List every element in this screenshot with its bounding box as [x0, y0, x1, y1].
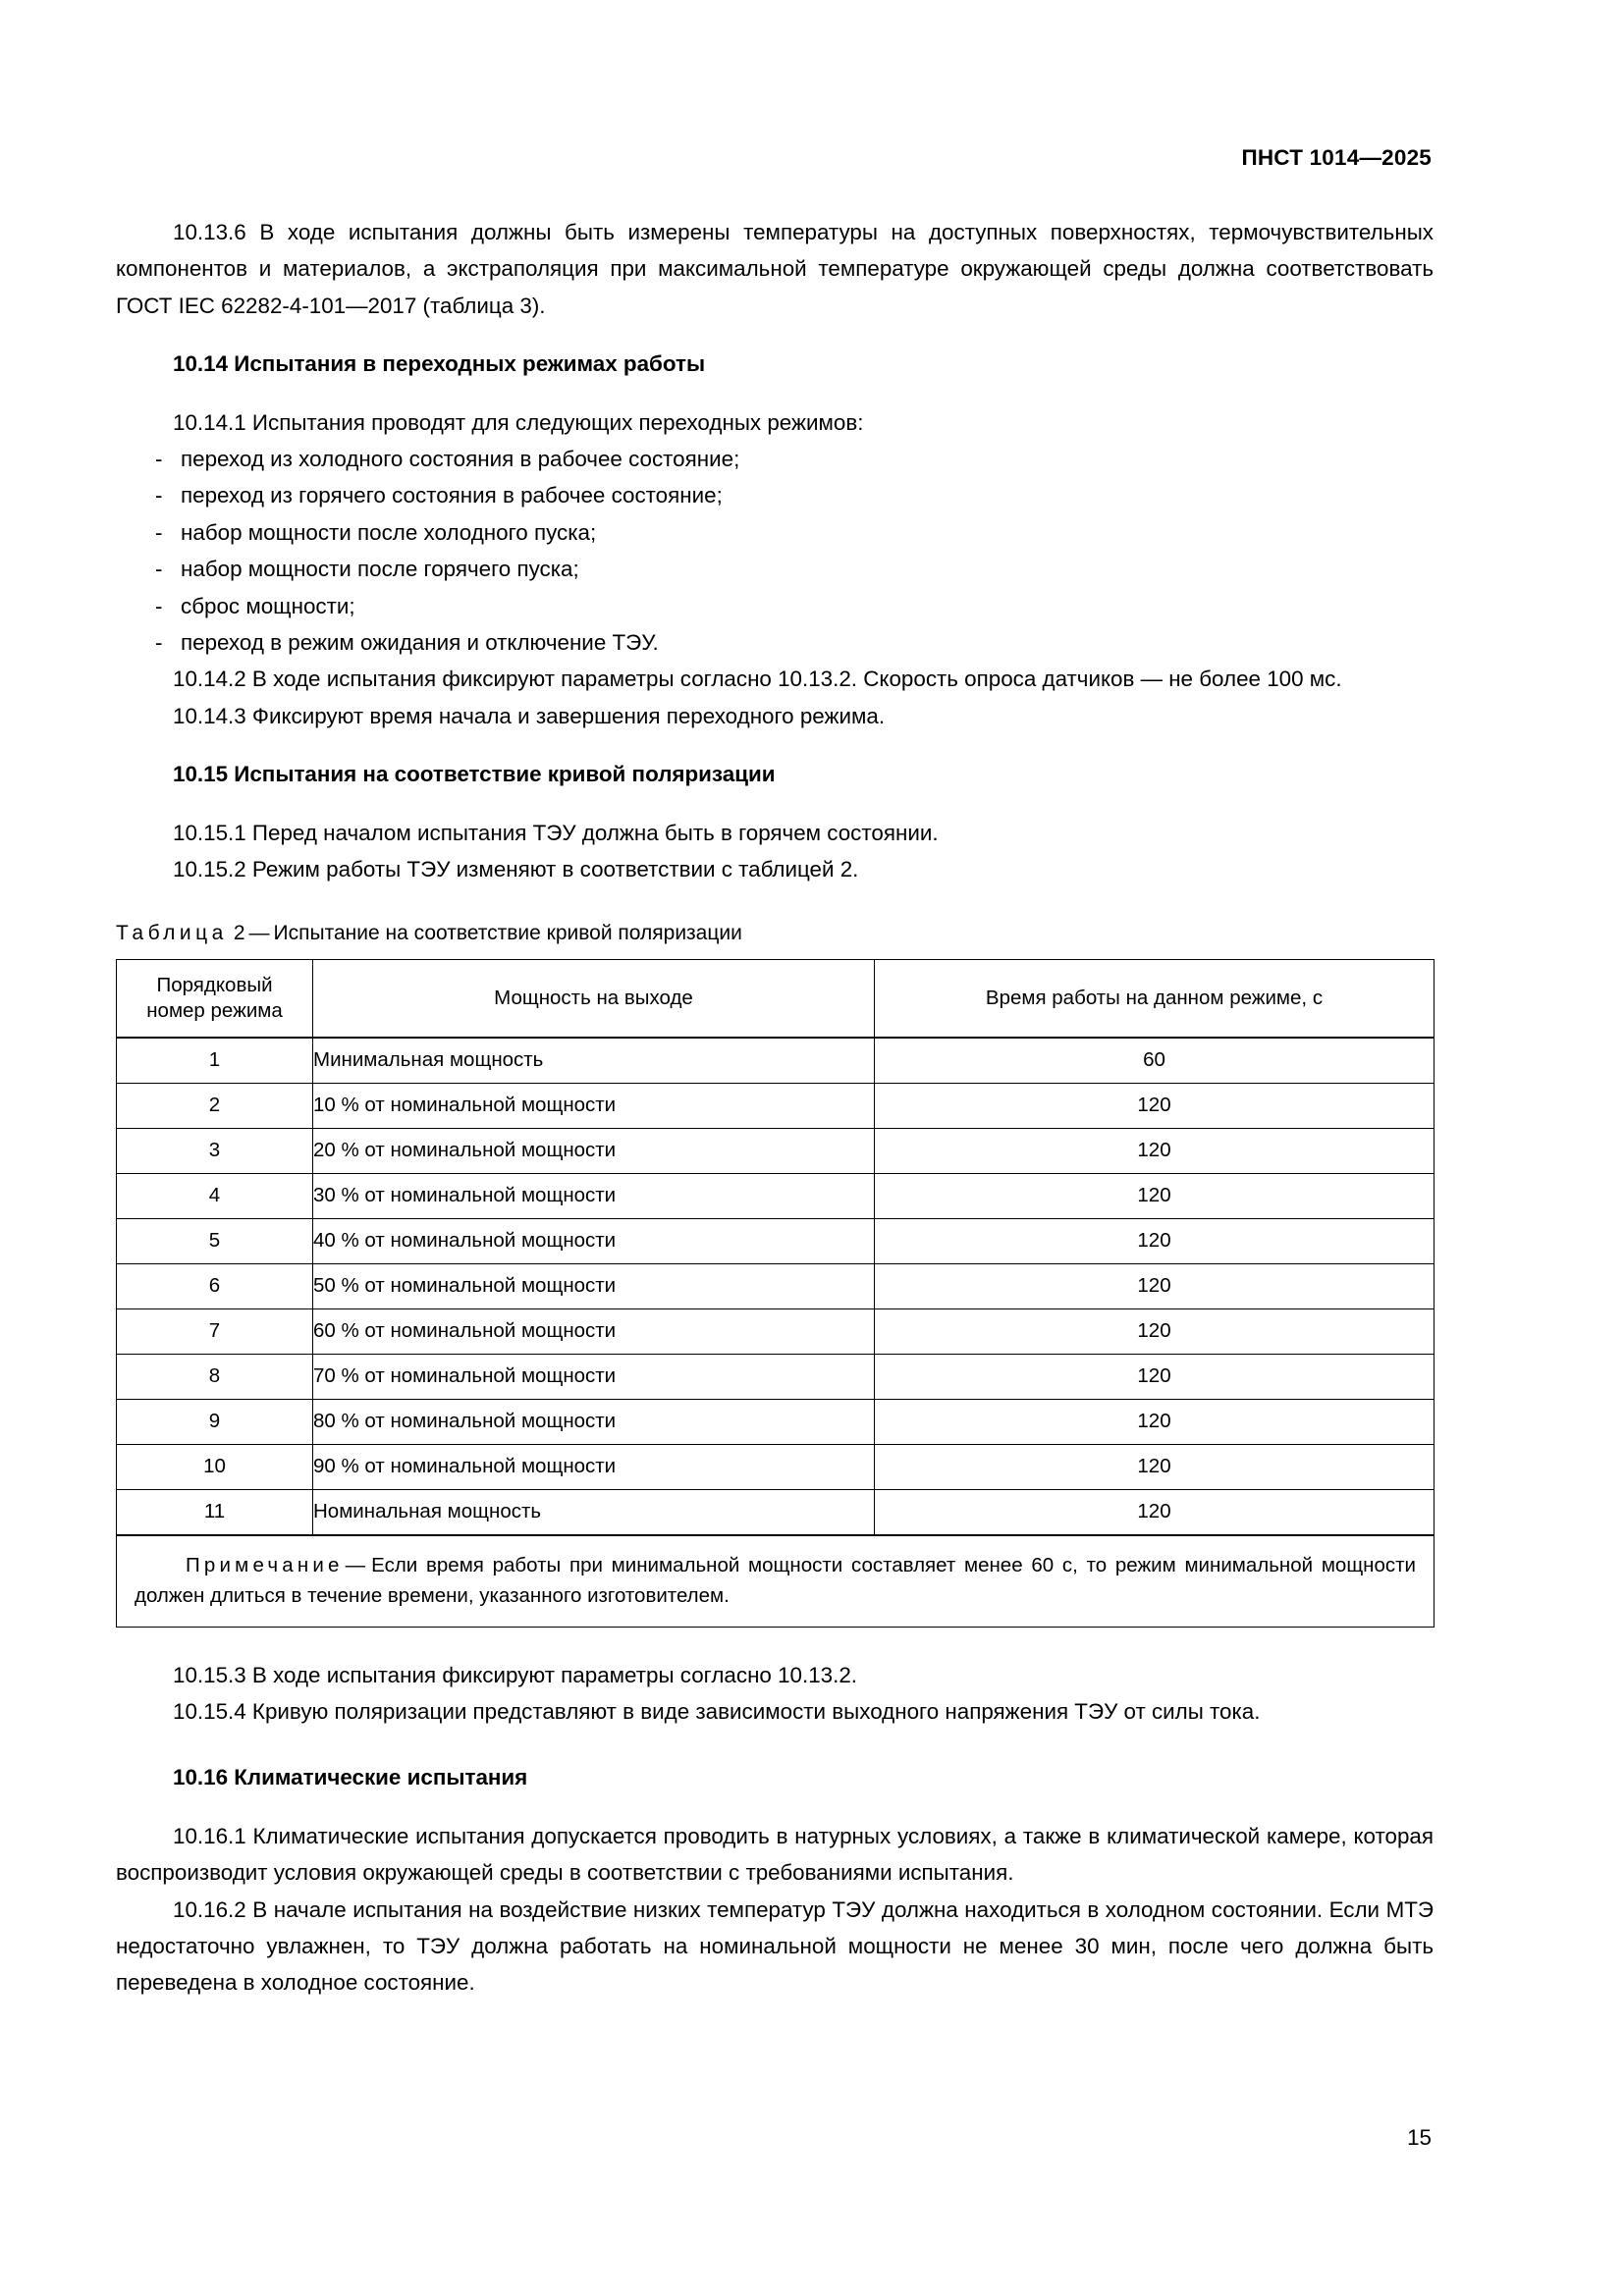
- table-row: [117, 1444, 1435, 1489]
- cell-output-power: 30 % от номинальной мощности: [313, 1173, 875, 1218]
- table-note-row: [117, 1535, 1435, 1628]
- cell-mode-number: 9: [117, 1399, 313, 1444]
- paragraph-10-15-2: 10.15.2 Режим работы ТЭУ изменяют в соответствии с таблицей 2.: [173, 857, 859, 882]
- list-dash: -: [155, 630, 163, 656]
- cell-duration: 120: [875, 1354, 1435, 1399]
- table-row: [117, 1308, 1435, 1354]
- table-note-text: Если время работы при минимальной мощности составляет менее 60 с, то режим минимальной мощности должен длиться в течение времени, указанного изготовителем.: [135, 1553, 1416, 1607]
- cell-output-power: 40 % от номинальной мощности: [313, 1218, 875, 1263]
- cell-output-power: 10 % от номинальной мощности: [313, 1083, 875, 1128]
- paragraph-10-14-1: 10.14.1 Испытания проводят для следующих переходных режимов:: [173, 409, 864, 435]
- spacer: [116, 324, 1434, 346]
- paragraph-10-15-3: 10.15.3 В ходе испытания фиксируют параметры согласно 10.13.2.: [173, 1662, 858, 1687]
- list-dash: -: [155, 557, 163, 582]
- spacer: [116, 888, 1434, 918]
- transient-modes-list: [116, 441, 1434, 661]
- list-item: [116, 514, 1434, 551]
- cell-output-power: 20 % от номинальной мощности: [313, 1128, 875, 1173]
- table-row: [117, 1218, 1435, 1263]
- column-header-output-power: Мощность на выходе: [313, 959, 875, 1038]
- cell-mode-number: 5: [117, 1218, 313, 1263]
- column-header-line1: Порядковый: [156, 973, 273, 996]
- table-note-cell: [117, 1535, 1435, 1628]
- list-dash: -: [155, 483, 163, 508]
- paragraph-10-16-2: 10.16.2 В начале испытания на воздействие низких температур ТЭУ должна находиться в холодном состоянии. Если МТЭ недостаточно увлажнен, то ТЭУ должна работать на номинальной мощности не менее 30 мин, после чего должна быть переведена в холодное состояние.: [116, 1896, 1434, 1996]
- cell-duration: 120: [875, 1308, 1435, 1354]
- paragraph-10-13-6: 10.13.6 В ходе испытания должны быть измерены температуры на доступных поверхностях, термочувствительных компонентов и материалов, а экстраполяция при максимальной температуре окружающей среды должна соответствовать ГОСТ IEC 62282-4-101—2017 (таблица 3).: [116, 220, 1434, 318]
- column-header-mode-number: [117, 959, 313, 1038]
- cell-output-power: 90 % от номинальной мощности: [313, 1444, 875, 1489]
- table-body: [117, 1038, 1435, 1628]
- heading-10-15: 10.15 Испытания на соответствие кривой поляризации: [173, 762, 776, 787]
- table-caption: [116, 918, 1434, 949]
- table-row: [117, 1083, 1435, 1128]
- table-row: [117, 1038, 1435, 1084]
- cell-mode-number: 6: [117, 1263, 313, 1308]
- cell-duration: 120: [875, 1263, 1435, 1308]
- list-item: [116, 477, 1434, 513]
- table-caption-word: Таблица: [116, 921, 228, 944]
- spacer: [116, 383, 1434, 404]
- list-item-label: переход из холодного состояния в рабочее состояние;: [181, 447, 740, 472]
- spacer: [116, 1730, 1434, 1759]
- cell-duration: 120: [875, 1489, 1435, 1535]
- list-item: [116, 441, 1434, 477]
- paragraph-10-14-3: 10.14.3 Фиксируют время начала и завершения переходного режима.: [173, 703, 886, 728]
- cell-output-power: Номинальная мощность: [313, 1489, 875, 1535]
- spacer: [116, 1796, 1434, 1818]
- list-item: [116, 624, 1434, 661]
- list-item-label: набор мощности после горячего пуска;: [181, 557, 579, 582]
- cell-mode-number: 3: [117, 1128, 313, 1173]
- spacer: [116, 793, 1434, 815]
- list-item-label: набор мощности после холодного пуска;: [181, 519, 597, 545]
- cell-mode-number: 8: [117, 1354, 313, 1399]
- cell-duration: 120: [875, 1083, 1435, 1128]
- cell-duration: 120: [875, 1173, 1435, 1218]
- spacer: [116, 1628, 1434, 1657]
- column-header-duration: Время работы на данном режиме, с: [875, 959, 1435, 1038]
- heading-10-16: 10.16 Климатические испытания: [173, 1765, 528, 1790]
- table-header-row: [117, 959, 1435, 1038]
- table-row: [117, 1489, 1435, 1535]
- cell-output-power: Минимальная мощность: [313, 1038, 875, 1084]
- list-dash: -: [155, 447, 163, 472]
- cell-duration: 60: [875, 1038, 1435, 1084]
- paragraph-10-15-1: 10.15.1 Перед началом испытания ТЭУ должна быть в горячем состоянии.: [173, 820, 939, 845]
- running-header-standard-id: ПНСТ 1014—2025: [1241, 145, 1432, 170]
- table-caption-dash: —: [248, 921, 270, 944]
- table-row: [117, 1354, 1435, 1399]
- cell-mode-number: 2: [117, 1083, 313, 1128]
- cell-duration: 120: [875, 1444, 1435, 1489]
- table-row: [117, 1173, 1435, 1218]
- table-caption-title: Испытание на соответствие кривой поляризации: [273, 921, 742, 944]
- table-caption-number: 2: [233, 921, 245, 944]
- cell-mode-number: 11: [117, 1489, 313, 1535]
- table-row: [117, 1263, 1435, 1308]
- list-dash: -: [155, 519, 163, 545]
- paragraph-10-16-1: 10.16.1 Климатические испытания допускается проводить в натурных условиях, а также в климатической камере, которая воспроизводит условия окружающей среды в соответствии с требованиями испытания.: [116, 1823, 1434, 1886]
- paragraph-10-15-4: 10.15.4 Кривую поляризации представляют в виде зависимости выходного напряжения ТЭУ от силы тока.: [173, 1698, 1261, 1724]
- cell-mode-number: 10: [117, 1444, 313, 1489]
- polarization-curve-table: [116, 959, 1435, 1628]
- spacer: [116, 734, 1434, 756]
- cell-duration: 120: [875, 1218, 1435, 1263]
- table-head: [117, 959, 1435, 1038]
- page-number: 15: [1407, 2125, 1432, 2150]
- cell-output-power: 80 % от номинальной мощности: [313, 1399, 875, 1444]
- cell-duration: 120: [875, 1399, 1435, 1444]
- cell-mode-number: 1: [117, 1038, 313, 1084]
- cell-output-power: 70 % от номинальной мощности: [313, 1354, 875, 1399]
- table-row: [117, 1399, 1435, 1444]
- cell-output-power: 60 % от номинальной мощности: [313, 1308, 875, 1354]
- table-note-dash: —: [345, 1553, 366, 1576]
- cell-output-power: 50 % от номинальной мощности: [313, 1263, 875, 1308]
- column-header-line2: номер режима: [146, 998, 283, 1022]
- list-item: [116, 588, 1434, 624]
- paragraph-10-14-2: 10.14.2 В ходе испытания фиксируют параметры согласно 10.13.2. Скорость опроса датчиков — не более 100 мс.: [173, 667, 1342, 692]
- list-item: [116, 551, 1434, 587]
- list-dash: -: [155, 593, 163, 618]
- cell-mode-number: 4: [117, 1173, 313, 1218]
- list-item-label: сброс мощности;: [181, 593, 355, 618]
- table-note-label: Примечание: [186, 1553, 344, 1576]
- cell-duration: 120: [875, 1128, 1435, 1173]
- heading-10-14: 10.14 Испытания в переходных режимах работы: [173, 351, 706, 377]
- list-item-label: переход в режим ожидания и отключение ТЭУ.: [181, 630, 659, 656]
- table-row: [117, 1128, 1435, 1173]
- cell-mode-number: 7: [117, 1308, 313, 1354]
- page-content: [116, 214, 1434, 2002]
- list-item-label: переход из горячего состояния в рабочее состояние;: [181, 483, 723, 508]
